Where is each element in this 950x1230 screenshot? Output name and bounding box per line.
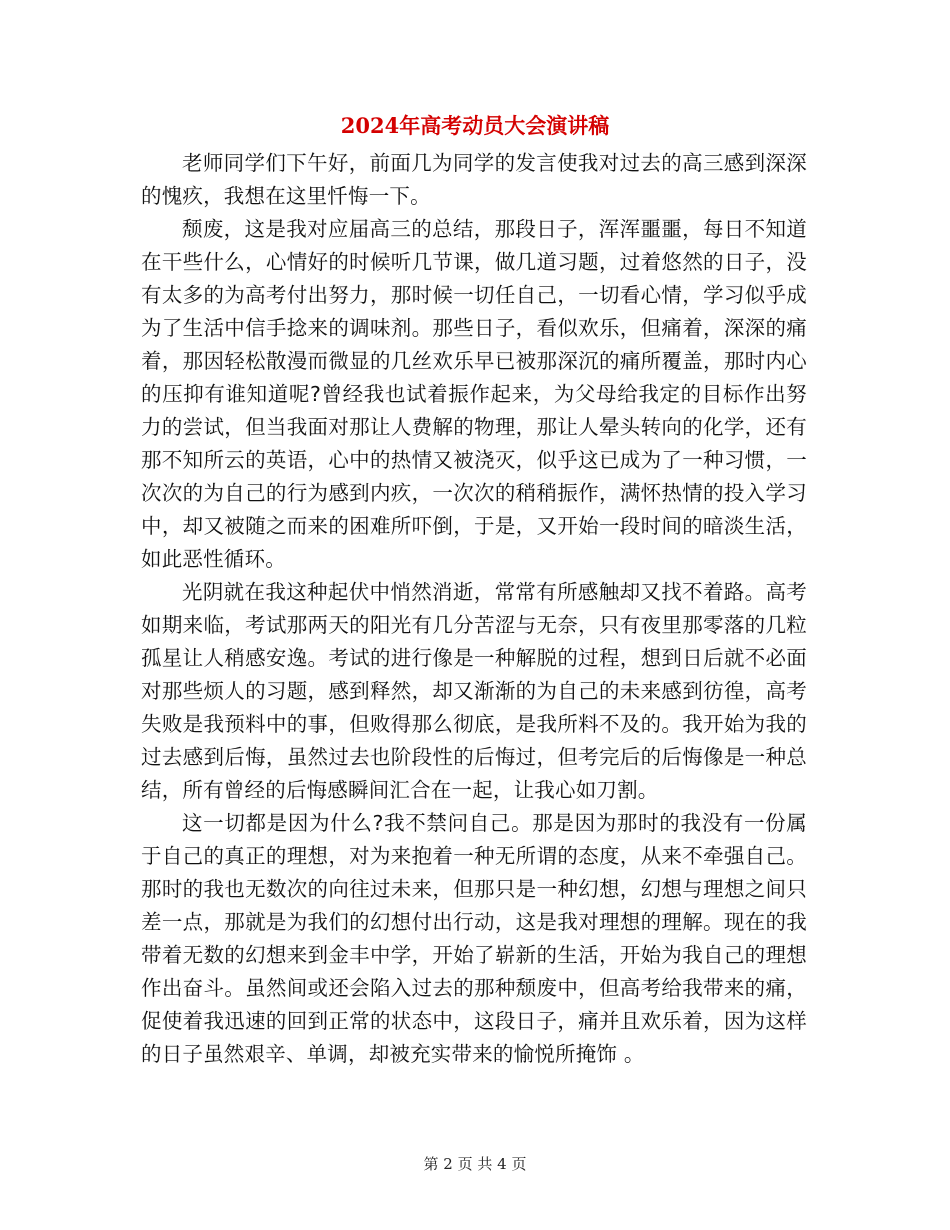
- paragraph-4: 这一切都是因为什么?我不禁问自己。那是因为那时的我没有一份属于自己的真正的理想，对为来抱着一种无所谓的态度，从来不牵强自己。那时的我也无数次的向往过未来，但那只是一种幻想，幻想与理想之间只差一点，那就是为我们的幻想付出行动，这是我对理想的理解。现在的我带着无数的幻想来到金丰中学，开始了崭新的生活，开始为我自己的理想作出奋斗。虽然间或还会陷入过去的那种颓废中，但高考给我带来的痛，促使着我迅速的回到正常的状态中，这段日子，痛并且欢乐着，因为这样的日子虽然艰辛、单调，却被充实带来的愉悦所掩饰 。: [141, 811, 807, 1066]
- paragraph-2: 颓废，这是我对应届高三的总结，那段日子，浑浑噩噩，每日不知道在干些什么，心情好的时候听几节课，做几道习题，过着悠然的日子，没有太多的为高考付出努力，那时候一切任自己，一切看心情，学习似乎成为了生活中信手捻来的调味剂。那些日子，看似欢乐，但痛着，深深的痛着，那因轻松散漫而微显的几丝欢乐早已被那深沉的痛所覆盖，那时内心的压抑有谁知道呢?曾经我也试着振作起来，为父母给我定的目标作出努力的尝试，但当我面对那让人费解的物理，那让人晕头转向的化学，还有那不知所云的英语，心中的热情又被浇灭，似乎这已成为了一种习惯，一次次的为自己的行为感到内疚，一次次的稍稍振作，满怀热情的投入学习中，却又被随之而来的困难所吓倒，于是，又开始一段时间的暗淡生活，如此恶性循环。: [141, 217, 807, 571]
- paragraph-3: 光阴就在我这种起伏中悄然消逝，常常有所感触却又找不着路。高考如期来临，考试那两天的阳光有几分苦涩与无奈，只有夜里那零落的几粒孤星让人稍感安逸。考试的进行像是一种解脱的过程，想到日后就不必面对那些烦人的习题，感到释然，却又渐渐的为自己的未来感到彷徨，高考失败是我预料中的事，但败得那么彻底，是我所料不及的。我开始为我的过去感到后悔，虽然过去也阶段性的后悔过，但考完后的后悔像是一种总结，所有曾经的后悔感瞬间汇合在一起，让我心如刀割。: [141, 580, 807, 802]
- page-footer: 第 2 页 共 4 页: [423, 1155, 527, 1173]
- page-title: 2024年高考动员大会演讲稿: [340, 113, 610, 138]
- document-body: [141, 147, 807, 1071]
- paragraph-1: 老师同学们下午好，前面几为同学的发言使我对过去的高三感到深深的愧疚，我想在这里忏悔一下。: [141, 151, 807, 208]
